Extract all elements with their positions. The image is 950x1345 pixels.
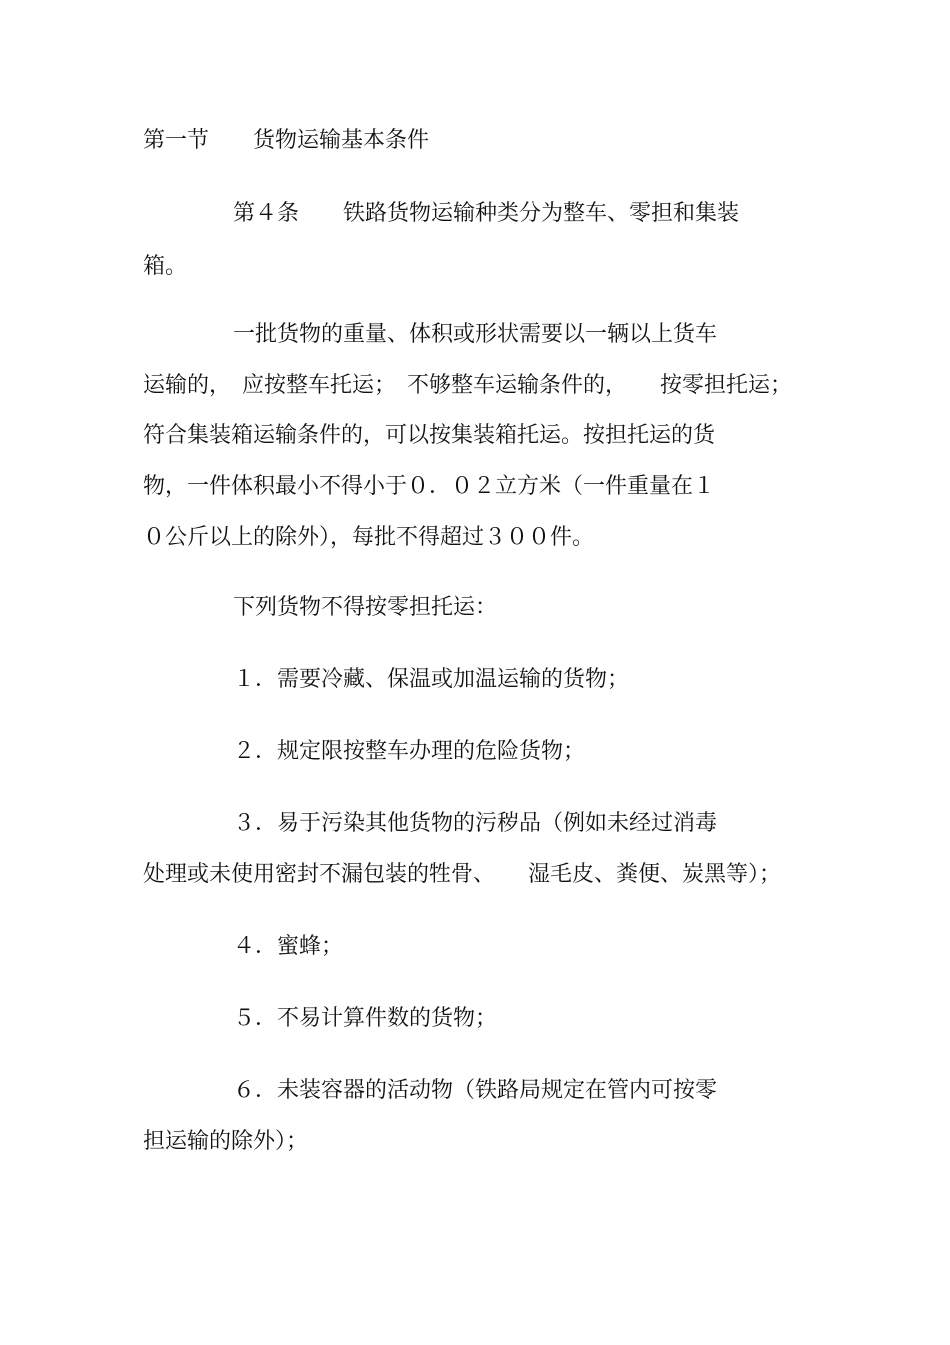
list-item-6-line-2: 担运输的除外）； — [143, 1129, 309, 1154]
paragraph-2-line-3: 符合集装箱运输条件的，可以按集装箱托运。按担托运的货 — [143, 423, 716, 448]
list-item-5: ５．不易计算件数的货物； — [233, 1006, 498, 1031]
paragraph-2-line-5: ０公斤以上的除外），每批不得超过３００件。 — [143, 525, 595, 550]
list-item-2: ２．规定限按整车办理的危险货物； — [233, 739, 586, 764]
paragraph-2-line-4: 物，一件体积最小不得小于０．０２立方米（一件重量在１ — [143, 474, 716, 499]
paragraph-3-intro: 下列货物不得按零担托运： — [233, 595, 498, 620]
list-item-3-line-1: ３．易于污染其他货物的污秽品（例如未经过消毒 — [233, 811, 718, 836]
list-item-3-line-2: 处理或未使用密封不漏包装的牲骨、 湿毛皮、粪便、炭黑等）； — [143, 862, 782, 887]
list-item-6-line-1: ６．未装容器的活动物（铁路局规定在管内可按零 — [233, 1078, 718, 1103]
article-4-line-2: 箱。 — [143, 254, 188, 279]
list-item-4: ４．蜜蜂； — [233, 934, 344, 959]
paragraph-2-line-1: 一批货物的重量、体积或形状需要以一辆以上货车 — [233, 322, 718, 347]
section-heading: 第一节 货物运输基本条件 — [143, 128, 430, 153]
list-item-1: １．需要冷藏、保温或加温运输的货物； — [233, 667, 630, 692]
paragraph-2-line-2: 运输的， 应按整车托运； 不够整车运输条件的， 按零担托运； — [143, 373, 793, 398]
article-4-line-1: 第４条 铁路货物运输种类分为整车、零担和集装 — [233, 201, 740, 226]
